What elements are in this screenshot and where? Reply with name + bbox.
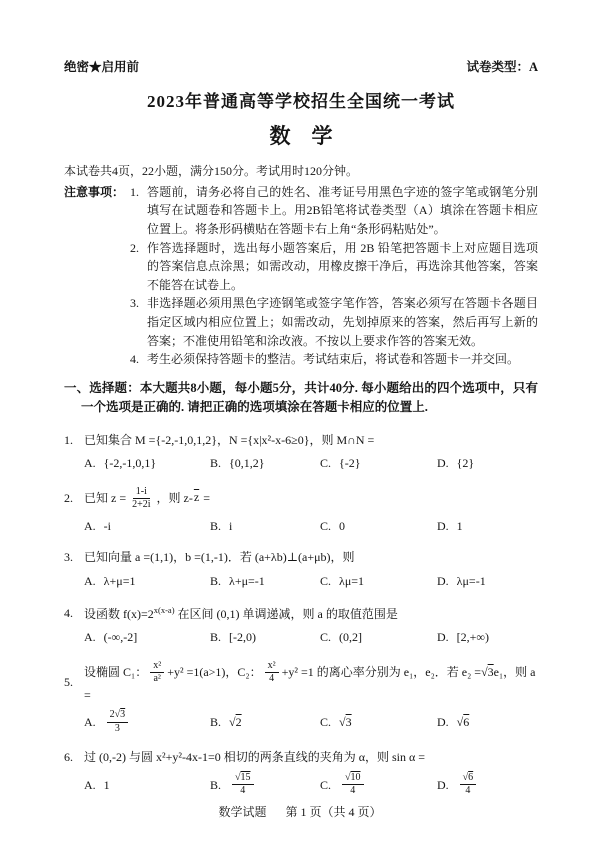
fraction	[265, 660, 279, 686]
option-label: C.	[320, 573, 332, 588]
option-label: B.	[210, 456, 222, 471]
question-number: 3.	[64, 550, 73, 565]
notice-item-text: 答题前，请务必将自己的姓名、准考证号用黑色字迹的签字笔或钢笔分别填写在试题卷和答题卡上。用2B铅笔将试卷类型（A）填涂在答题卡相应位置上。将条形码横贴在答题卡右上角“条形码粘贴处”。	[147, 184, 538, 237]
option-value: {-2}	[339, 456, 361, 471]
radicand: 3	[120, 709, 126, 721]
exam-title: 2023年普通高等学校招生全国统一考试	[147, 92, 455, 112]
option-label: A.	[84, 630, 96, 645]
option-value: [2,+∞)	[456, 630, 489, 645]
stem-text: +y² =1 的离心率分别为 e₁，e₂．若 e₂ =	[281, 664, 482, 679]
option-label: D.	[437, 630, 449, 645]
sqrt-sign: √	[456, 715, 464, 729]
stem-text: 已知向量 a =(1,1)，b =(1,-1)．若 (a+λb)⊥(a+μb)，则	[84, 550, 355, 565]
sqrt-sign: √	[229, 715, 236, 729]
stem-text: 在区间 (0,1) 单调递减，则 a 的取值范围是	[174, 606, 398, 621]
question-1	[64, 431, 538, 473]
question-stem	[64, 660, 538, 705]
option-label: D.	[437, 573, 449, 588]
sqrt-sign: √	[462, 771, 469, 783]
option-label: D.	[437, 715, 449, 729]
option-value: 1	[103, 777, 110, 792]
question-options	[64, 454, 538, 473]
option-label: A.	[84, 456, 96, 471]
option-c	[320, 713, 437, 732]
question-2	[64, 486, 538, 536]
radicand: 15	[240, 771, 251, 783]
question-text	[84, 548, 538, 567]
notice-item-text: 非选择题必须用黑色字迹钢笔或签字笔作答，答案必须写在答题卡各题目指定区域内相应位置上；如需改动，先划掉原来的答案，然后再写上新的答案；不准使用铅笔和涂改液。不按以上要求作答的答案无效。	[147, 296, 538, 348]
fraction	[150, 660, 164, 686]
option-value: λ+μ=-1	[229, 573, 265, 588]
stem-text: 设函数 f(x)=2	[84, 606, 154, 621]
option-a	[84, 454, 210, 473]
footer-doc-title: 数学试题	[218, 805, 267, 820]
option-b	[210, 628, 320, 647]
notice-item	[130, 294, 538, 350]
notice-item	[130, 350, 538, 369]
option-value: {-2,-1,0,1}	[103, 456, 157, 471]
fraction-denominator: 4	[269, 673, 275, 685]
sqrt-sign: √	[481, 664, 488, 679]
option-d	[437, 454, 538, 473]
fraction	[232, 772, 254, 798]
question-text	[84, 431, 538, 450]
fraction-numerator	[460, 772, 477, 786]
option-value: 1	[456, 518, 463, 533]
option-value: (-∞,-2]	[103, 630, 138, 645]
question-options	[64, 709, 538, 735]
notice-item-number: 3.	[130, 296, 139, 311]
option-value: λ+μ=1	[103, 573, 136, 588]
notice-label: 注意事项：	[64, 184, 125, 199]
option-a	[84, 709, 210, 735]
option-b	[210, 713, 320, 732]
option-a	[84, 628, 210, 647]
notice-item-number: 2.	[130, 240, 139, 255]
notice-item-text: 作答选择题时，选出每小题答案后，用 2B 铅笔把答题卡上对应题目选项的答案信息点涂黑；如需改动，用橡皮擦干净后，再选涂其他答案，答案不能答在试卷上。	[147, 240, 538, 292]
option-b	[210, 517, 320, 536]
fraction-denominator: 3	[114, 722, 120, 734]
fraction-denominator: a²	[153, 673, 161, 685]
option-c	[320, 517, 437, 536]
radicand: 10	[350, 771, 361, 783]
question-4	[64, 604, 538, 647]
option-label: A.	[84, 573, 96, 588]
radicand: 3	[487, 664, 494, 679]
option-label: C.	[320, 518, 332, 533]
fraction	[107, 709, 129, 735]
question-options	[64, 517, 538, 536]
question-number: 2.	[64, 491, 73, 506]
option-label: A.	[84, 518, 96, 533]
fraction-numerator	[232, 772, 254, 786]
question-number: 5.	[64, 674, 73, 689]
option-d	[437, 572, 538, 591]
option-value: {0,1,2}	[229, 456, 265, 471]
radicand: 2	[235, 715, 242, 729]
question-options	[64, 628, 538, 647]
question-text	[84, 748, 538, 767]
option-value: (0,2]	[339, 630, 363, 645]
fraction-denominator: 4	[350, 785, 356, 797]
notice-items	[130, 183, 538, 369]
security-classification: 绝密★启用前	[64, 60, 140, 74]
sqrt-sign: √	[235, 771, 241, 783]
page-footer	[0, 803, 600, 822]
page-header	[64, 58, 538, 77]
notice-item	[130, 239, 538, 295]
option-d	[437, 772, 538, 798]
radicand: 6	[468, 771, 474, 783]
question-3	[64, 548, 538, 590]
notice-section	[64, 183, 538, 369]
option-value: 0	[339, 518, 346, 533]
sqrt-sign: √	[345, 771, 351, 783]
stem-text: 已知集合 M ={-2,-1,0,1,2}，N ={x|x²-x-6≥0}，则 M∩N =	[84, 432, 375, 447]
section-heading: 一、选择题：本大题共8小题，每小题5分，共计40分. 每小题给出的四个选项中，只有一个选项是正确的. 请把正确的选项填涂在答题卡相应的位置上.	[64, 380, 538, 415]
option-b	[210, 772, 320, 798]
question-5	[64, 660, 538, 736]
option-value	[457, 713, 470, 732]
fraction-numerator	[107, 709, 129, 723]
fraction-numerator	[342, 772, 364, 786]
option-value	[229, 713, 242, 732]
question-stem	[64, 486, 538, 512]
option-b	[210, 572, 320, 591]
fraction	[460, 772, 477, 798]
option-value: -i	[103, 518, 112, 533]
paper-type: 试卷类型：A	[466, 60, 538, 74]
z-conjugate: $\overline{z}$	[193, 490, 200, 505]
notice-item-number: 4.	[130, 352, 139, 367]
sqrt-sign: √	[114, 709, 121, 721]
sqrt-sign: √	[339, 715, 346, 729]
stem-text: 过 (0,-2) 与圆 x²+y²-4x-1=0 相切的两条直线的夹角为 α，则 sin α =	[84, 750, 426, 765]
radicand: 3	[345, 715, 352, 729]
question-stem	[64, 548, 538, 567]
question-text	[84, 660, 538, 705]
option-value: [-2,0)	[229, 630, 257, 645]
exponent: x(x-a)	[153, 604, 175, 615]
stem-text: ，则 z-	[156, 490, 193, 505]
question-number: 4.	[64, 606, 73, 621]
option-label: B.	[210, 573, 222, 588]
option-label: A.	[84, 715, 96, 729]
option-b	[210, 454, 320, 473]
option-value: {2}	[456, 456, 475, 471]
option-c	[320, 454, 437, 473]
stem-text: +y² =1(a>1)，C₂：	[167, 664, 262, 679]
option-d	[437, 628, 538, 647]
fraction-denominator: 2+2i	[132, 499, 151, 511]
fraction	[129, 486, 153, 512]
radicand: 6	[463, 715, 470, 729]
notice-item-number: 1.	[130, 184, 139, 199]
question-6	[64, 748, 538, 798]
option-label: C.	[320, 715, 332, 729]
option-label: B.	[210, 630, 222, 645]
stem-text: 已知 z =	[84, 490, 127, 505]
stem-text: e₁，则 a =	[84, 664, 536, 702]
option-label: C.	[320, 456, 332, 471]
question-stem	[64, 748, 538, 767]
fraction	[342, 772, 364, 798]
question-text	[84, 486, 538, 512]
question-stem	[64, 604, 538, 624]
option-label: B.	[210, 715, 222, 729]
option-value: λμ=1	[339, 573, 365, 588]
option-c	[320, 772, 437, 798]
option-a	[84, 776, 210, 795]
question-number: 6.	[64, 750, 73, 765]
option-d	[437, 713, 538, 732]
notice-item-text: 考生必须保持答题卡的整洁。考试结束后，将试卷和答题卡一并交回。	[147, 352, 520, 367]
fraction-numerator: x²	[150, 660, 164, 674]
question-number: 1.	[64, 432, 73, 447]
fraction-numerator: x²	[265, 660, 279, 674]
stem-text: 设椭圆 C₁：	[84, 664, 148, 679]
notice-item	[130, 183, 538, 239]
exam-info: 本试卷共4页，22小题，满分150分。考试用时120分钟。	[64, 164, 359, 179]
fraction-denominator: 4	[240, 785, 246, 797]
option-label: B.	[210, 518, 222, 533]
option-c	[320, 628, 437, 647]
option-label: D.	[437, 456, 449, 471]
question-options	[64, 572, 538, 591]
option-d	[437, 517, 538, 536]
question-stem	[64, 431, 538, 450]
question-options	[64, 772, 538, 798]
fraction-denominator: 4	[465, 785, 471, 797]
option-value: λμ=-1	[456, 573, 486, 588]
option-value: i	[229, 518, 233, 533]
option-label: C.	[320, 630, 332, 645]
stem-text: =	[200, 490, 210, 505]
question-text	[84, 604, 538, 624]
option-label: A.	[84, 777, 96, 792]
option-label: D.	[437, 777, 449, 792]
option-a	[84, 517, 210, 536]
option-label: C.	[320, 777, 332, 792]
subject-title: 数 学	[269, 123, 333, 148]
option-c	[320, 572, 437, 591]
option-value	[339, 713, 352, 732]
fraction-numerator: 1-i	[133, 486, 150, 500]
option-label: D.	[437, 518, 449, 533]
coefficient: 2	[109, 709, 115, 721]
option-a	[84, 572, 210, 591]
option-label: B.	[210, 777, 222, 792]
footer-page-number: 第 1 页（共 4 页）	[285, 805, 382, 820]
